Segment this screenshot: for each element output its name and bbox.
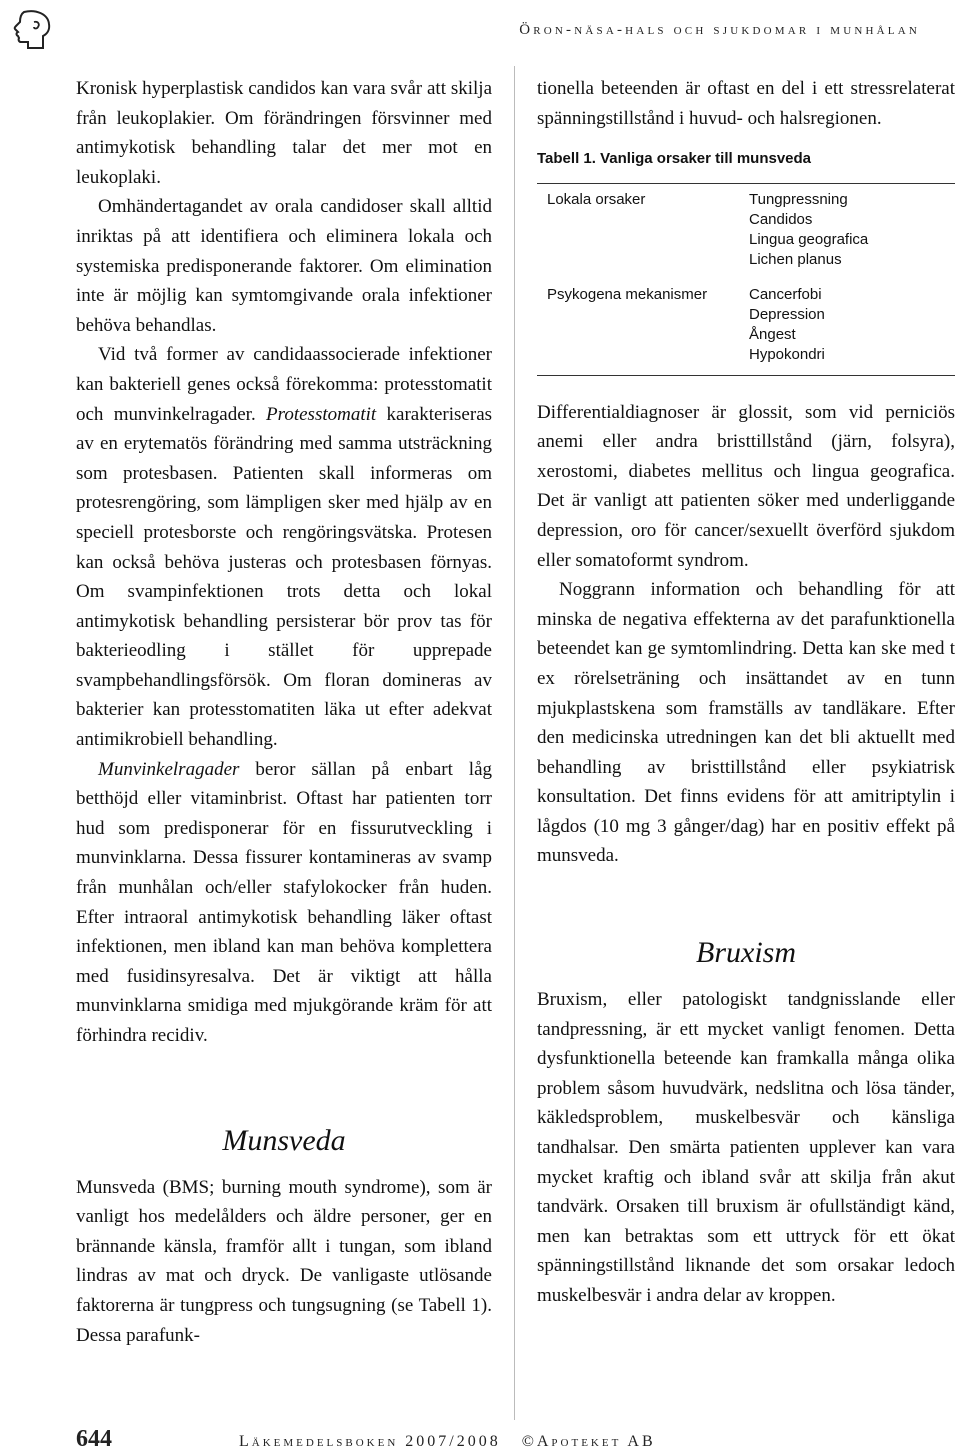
left-column [76, 74, 492, 1350]
ent-head-profile-icon [10, 8, 54, 56]
table-category: Psykogena mekanismer [547, 286, 708, 304]
paragraph: Munsveda (BMS; burning mouth syndrome), som är vanligt hos medelålders och äldre personer, ger en brännande känsla, framför allt i tungan, som ibland lindras av mat och dryck. De vanligaste utlösande faktorerna är tungpress och tungsugning (se Tabell 1). Dessa parafunk- [76, 1176, 492, 1346]
term-munvinkelragader: Munvinkelragader [98, 758, 240, 780]
table-title: Vanliga orsaker till munsveda [600, 150, 812, 168]
page-number: 644 [76, 1426, 112, 1452]
table-caption [537, 149, 955, 169]
table-item: Lichen planus [749, 250, 842, 268]
table-row [537, 190, 955, 269]
paragraph-text: Vid två former av candidaassocierade infektioner kan bakteriell genes också förekomma: protesstomatit och munvinkelragader. [76, 344, 492, 425]
paragraph: Kronisk hyperplastisk candidos kan vara svår att skilja från leukoplakier. Om förändringen försvinner med antimykotisk behandling talar det mer mot en leukoplaki. [76, 78, 492, 188]
table-items [749, 190, 868, 269]
table-row [537, 285, 955, 364]
paragraph: Omhändertagandet av orala candidoser skall alltid inriktas på att identifiera och eliminera lokala och systemiska predisponerande faktorer. Om elimination inte är möjlig kan symtomgivande orala infektioner behöva behandlas. [76, 196, 492, 336]
paragraph: Noggrann information och behandling för att minska de negativa effekterna av det parafunktionella beteendet kan ge symtomlindring. Detta kan ske med t ex rörelseträning och insättandet av en tunn mjukplastskena som framställs av tandläkare. Efter den medicinska utredningen kan det bli aktuellt med behandling av bristtillstånd eller psykiatrisk konsultation. Det finns evidens för att amitriptylin i lågdos (10 mg 3 gånger/dag) har en positiv effekt på munsveda. [537, 579, 955, 867]
table-item: Ångest [749, 325, 796, 343]
paragraph [76, 755, 492, 1051]
table-item: Hypokondri [749, 345, 825, 363]
table-item: Tungpressning [749, 191, 848, 209]
section-heading-bruxism: Bruxism [696, 936, 796, 970]
running-head: Öron-näsa-hals och sjukdomar i munhålan [519, 22, 920, 38]
table-body [537, 183, 955, 375]
table-items [749, 285, 825, 364]
table-category: Lokala orsaker [547, 191, 646, 209]
table-label: Tabell 1. [537, 150, 596, 168]
paragraph-text: beror sällan på enbart låg betthöjd eller vitaminbrist. Oftast har patienten torr hud som predisponerar för en fissurutveckling i munvinklarna. Dessa fissurer kontamineras av svamp från munhålan och/eller stafylokocker från huden. Efter intraoral antimykotisk behandling läker oftast infektionen, men ibland kan man behöva komplettera med fusidinsyresalva. Det är viktigt att hålla munvinklarna smidiga med mjukgörande kräm för att förhindra recidiv. [76, 758, 493, 1046]
term-protesstomatit: Protesstomatit [266, 403, 377, 425]
paragraph: tionella beteenden är oftast en del i ett stressrelaterat spänningstillstånd i huvud- och halsregionen. [537, 78, 955, 129]
table-item: Cancerfobi [749, 286, 822, 304]
column-divider [514, 66, 515, 1420]
publisher: ©Apoteket AB [521, 1433, 656, 1450]
book-title: Läkemedelsboken 2007/2008 [239, 1433, 501, 1450]
table-1 [537, 149, 955, 375]
table-item: Depression [749, 306, 825, 324]
table-item: Lingua geografica [749, 230, 869, 248]
paragraph: Bruxism, eller patologiskt tandgnisslande eller tandpressning, är ett mycket vanligt fenomen. Detta dysfunktionella beteende kan framkalla många olika problem såsom huvudvärk, nedslitna och lösa tänder, käkledsproblem, muskelbesvär och känsliga tandhalsar. Den smärta patienten upplever kan vara mycket kraftig och ibland svår att skilja från akut tandvärk. Orsaken till bruxism är ofullständigt känd, men kan betraktas som ett uttryck för ett ökat spänningstillstånd liknande det som orsakar ledoch muskelbesvär i andra delar av kroppen. [537, 989, 955, 1306]
paragraph-text: karakteriseras av en erytematös förändring med samma utsträckning som protesbasen. Patienten skall informeras om protesrengöring, som lämpligen sker med hjälp av en speciell protesborste och rengöringsvätska. Protesen kan också behöva justeras och protesbasen förnyas. Om svampinfektionen trots detta och lokal antimykotisk behandling persisterar bör prov tas för bakterieodling i stället för upprepade svampbehandlingsförsök. Om floran domineras av bakterier kan protesstomatiten läka ut efter adekvat antimikrobiell behandling. [76, 403, 493, 751]
page-footer [76, 1426, 796, 1453]
table-item: Candidos [749, 210, 813, 228]
section-heading-munsveda: Munsveda [222, 1123, 346, 1157]
paragraph [76, 340, 492, 754]
paragraph: Differentialdiagnoser är glossit, som vid perniciös anemi eller andra bristtillstånd (järn, folsyra), xerostomi, diabetes mellitus och lingua geografica. Det är vanligt att patienten söker med underliggande depression, oro för cancer/sexuellt överförd sjukdom eller somatoformt syndrom. [537, 401, 955, 571]
right-column [537, 74, 955, 1311]
